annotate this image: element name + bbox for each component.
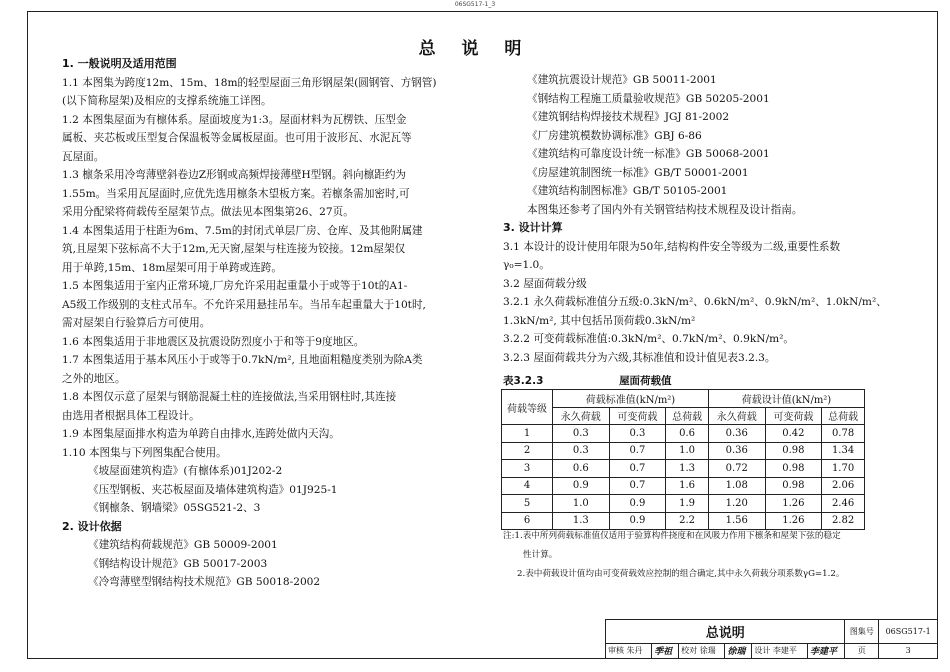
text-line: 瓦屋面。 [62,150,105,163]
table-cell: 0.6 [553,460,610,478]
subheader: 总荷载 [666,407,709,425]
text-line: 1.3 檩条采用冷弯薄壁斜卷边Z形钢或高频焊接薄壁H型钢。斜向檩距约为 [62,169,407,181]
table-cell: 0.7 [609,442,666,460]
atlas-number: 06SG517-1 [879,620,938,644]
text-line: 《钢结构设计规范》GB 50017-2003 [88,557,268,570]
text-line: 《钢檩条、钢墙梁》05SG521-2、3 [88,502,261,514]
header-load-grade: 荷载等级 [502,390,553,425]
section-heading: 1. 一般说明及适用范围 [62,57,177,70]
table-row [502,460,865,478]
text-line: (以下简称屋架)及相应的支撑系统施工详图。 [62,95,272,107]
text-line: 3.2.1 永久荷载标准值分五级:0.3kN/m²、0.6kN/m²、0.9kN/m²、1.0kN/m²、 [503,296,887,308]
left-column [62,55,437,592]
text-line: 之外的地区。 [62,372,126,385]
table-row [502,477,865,495]
text-line: 《建筑结构可靠度设计统一标准》GB 50068-2001 [527,148,770,160]
text-line: 1.5 本图集适用于室内正常环境,厂房允许采用起重量小于或等于10t的A1- [62,280,408,292]
atlas-label: 图集号 [845,620,879,644]
table-cell: 0.42 [765,425,822,443]
table-cell: 0.3 [609,425,666,443]
page-title: 总 说 明 [418,39,532,59]
subheader: 永久荷载 [708,407,765,425]
review-signature-text: 季祖 [654,647,673,658]
text-line: 《建筑抗震设计规范》GB 50011-2001 [527,74,717,86]
check-signature [725,643,752,658]
text-line: 《建筑结构荷载规范》GB 50009-2001 [88,539,278,551]
note-1-cont: 性计算。 [523,550,558,560]
text-line: 1.6 本图集适用于非地震区及抗震设防烈度小于和等于9度地区。 [62,335,365,348]
table-cell: 1.0 [666,442,709,460]
text-line: 属板、夹芯板或压型复合保温板等金属板屋面。也可用于波形瓦、水泥瓦等 [62,132,412,144]
table-cell: 2.2 [666,512,709,530]
review-signature [652,643,679,658]
page-number: 3 [879,643,938,658]
table-cell: 0.7 [609,477,666,495]
text-line: 1.7 本图集适用于基本风压小于或等于0.7kN/m², 且地面粗糙度类别为除A类 [62,354,423,366]
table-cell: 1.26 [765,512,822,530]
text-line: 需对屋架自行验算后方可使用。 [62,317,211,329]
table-cell: 0.3 [553,442,610,460]
text-line: 1.8 本图仅示意了屋架与钢筋混凝土柱的连接做法,当采用钢柱时,其连接 [62,391,397,403]
text-line: 3.2.3 屋面荷载共分为六级,其标准值和设计值见表3.2.3。 [503,351,776,364]
table-cell: 1.6 [666,477,709,495]
table-cell: 0.9 [553,477,610,495]
table-row [502,425,865,443]
text-line: 《压型钢板、夹芯板屋面及墙体建筑构造》01J925-1 [88,483,338,496]
text-line: 3.2.2 可变荷载标准值:0.3kN/m²、0.7kN/m²、0.9kN/m²。 [503,333,795,345]
subheader: 可变荷载 [765,407,822,425]
title-block-name: 总说明 [606,620,845,644]
table-cell: 0.6 [666,425,709,443]
check-signature-text: 徐瑞 [727,647,746,658]
text-line: 《房屋建筑制图统一标准》GB/T 50001-2001 [527,166,749,179]
subheader: 总荷载 [822,407,865,425]
note-2: 2.表中荷载设计值均由可变荷载效应控制的组合确定,其中永久荷载分项系数γG=1.2。 [517,569,845,579]
text-line: 1.2 本图集屋面为有檩体系。屋面坡度为1:3。屋面材料为瓦楞铁、压型金 [62,113,407,126]
table-row [502,442,865,460]
text-line: 《建筑结构制图标准》GB/T 50105-2001 [527,185,728,197]
header-design-value: 荷载设计值(kN/m²) [708,390,864,408]
table-title: 屋面荷载值 [619,375,672,387]
check-name: 徐瑞 [699,646,716,656]
table-notes [503,527,844,584]
table-cell: 1.20 [708,495,765,513]
table-cell: 2 [502,442,553,460]
section-heading: 2. 设计依据 [62,519,122,533]
text-line: 1.9 本图集屋面排水构造为单跨自由排水,连跨处做内天沟。 [62,428,340,440]
table-cell: 2.82 [822,512,865,530]
table-cell: 1.9 [666,495,709,513]
table-cell: 1.3 [666,460,709,478]
review-field [606,643,652,658]
text-line: 1.4 本图集适用于柱距为6m、7.5m的封闭式单层厂房、仓库、及其他附属建 [62,224,423,237]
text-line: 由选用者根据具体工程设计。 [62,409,200,422]
table-cell: 0.98 [765,477,822,495]
text-line: 3.1 本设计的设计使用年限为50年,结构构件安全等级为二级,重要性系数 [503,240,841,253]
subheader: 永久荷载 [553,407,610,425]
table-cell: 6 [502,512,553,530]
table-caption [503,373,672,388]
design-name: 李建平 [772,646,797,656]
roof-load-table [501,389,865,530]
design-signature-text: 李建平 [809,647,837,658]
right-column [503,71,887,367]
review-name: 朱丹 [626,646,643,656]
table-cell: 3 [502,460,553,478]
design-signature [807,643,844,658]
header-standard-value: 荷载标准值(kN/m²) [553,390,709,408]
text-line: 1.55m。当采用瓦屋面时,应优先选用檩条木望板方案。若檩条需加密时,可 [62,187,410,200]
table-cell: 1.26 [765,495,822,513]
table-row [502,495,865,513]
title-block [605,619,938,659]
design-field [752,643,808,658]
table-cell: 0.3 [553,425,610,443]
text-line: 1.10 本图集与下列图集配合使用。 [62,446,227,459]
table-cell: 0.9 [609,495,666,513]
check-label: 校对 [681,646,698,656]
design-label: 设计 [754,646,771,656]
note-1: 注:1.表中所列荷载标准值仅适用于验算构件挠度和在风吸力作用下檩条和屋架下弦的稳定 [503,531,841,541]
table-cell: 0.98 [765,460,822,478]
table-cell: 4 [502,477,553,495]
text-line: 《钢结构工程施工质量验收规范》GB 50205-2001 [527,92,770,105]
subheader: 可变荷载 [609,407,666,425]
review-label: 审核 [608,646,624,656]
text-line: 《厂房建筑模数协调标准》GBJ 6-86 [527,129,702,142]
table-cell: 1.3 [553,512,610,530]
table-cell: 1.0 [553,495,610,513]
text-line: γ₀=1.0。 [503,259,550,271]
table-cell: 0.36 [708,442,765,460]
table-cell: 5 [502,495,553,513]
table-cell: 0.7 [609,460,666,478]
text-line: A5级工作级别的支柱式吊车。不允许采用悬挂吊车。当吊车起重量大于10t时, [62,298,426,311]
page-label: 页 [845,643,879,658]
text-line: 《冷弯薄壁型钢结构技术规范》GB 50018-2002 [88,576,321,588]
table-cell: 2.46 [822,495,865,513]
text-line: 1.1 本图集为跨度12m、15m、18m的轻型屋面三角形钢屋架(圆钢管、方钢管) [62,76,437,89]
text-line: 筑,且屋架下弦标高不大于12m,无天窗,屋架与柱连接为铰接。12m屋架仅 [62,243,406,255]
table-cell: 1 [502,425,553,443]
text-line: 3.2 屋面荷载分级 [503,277,587,290]
text-line: 《坡屋面建筑构造》(有檩体系)01J202-2 [88,465,283,477]
text-line: 用于单跨,15m、18m屋架可用于单跨或连跨。 [62,261,282,274]
table-cell: 0.36 [708,425,765,443]
drawing-reference: 06SG517-1_3 [454,1,496,8]
table-cell: 2.06 [822,477,865,495]
text-line: 本图集还参考了国内外有关钢管结构技术规程及设计指南。 [527,203,803,216]
text-line: 1.3kN/m², 其中包括吊顶荷载0.3kN/m² [503,314,696,327]
table-cell: 0.98 [765,442,822,460]
section-heading: 3. 设计计算 [503,221,563,234]
table-cell: 0.72 [708,460,765,478]
check-field [679,643,725,658]
table-cell: 0.78 [822,425,865,443]
table-number: 表3.2.3 [503,375,544,387]
text-line: 《建筑钢结构焊接技术规程》JGJ 81-2002 [527,111,730,123]
table-cell: 1.08 [708,477,765,495]
table-cell: 1.70 [822,460,865,478]
table-cell: 0.9 [609,512,666,530]
text-line: 采用分配梁将荷载传至屋架节点。做法见本图集第26、27页。 [62,206,354,218]
table-cell: 1.34 [822,442,865,460]
table-cell: 1.56 [708,512,765,530]
